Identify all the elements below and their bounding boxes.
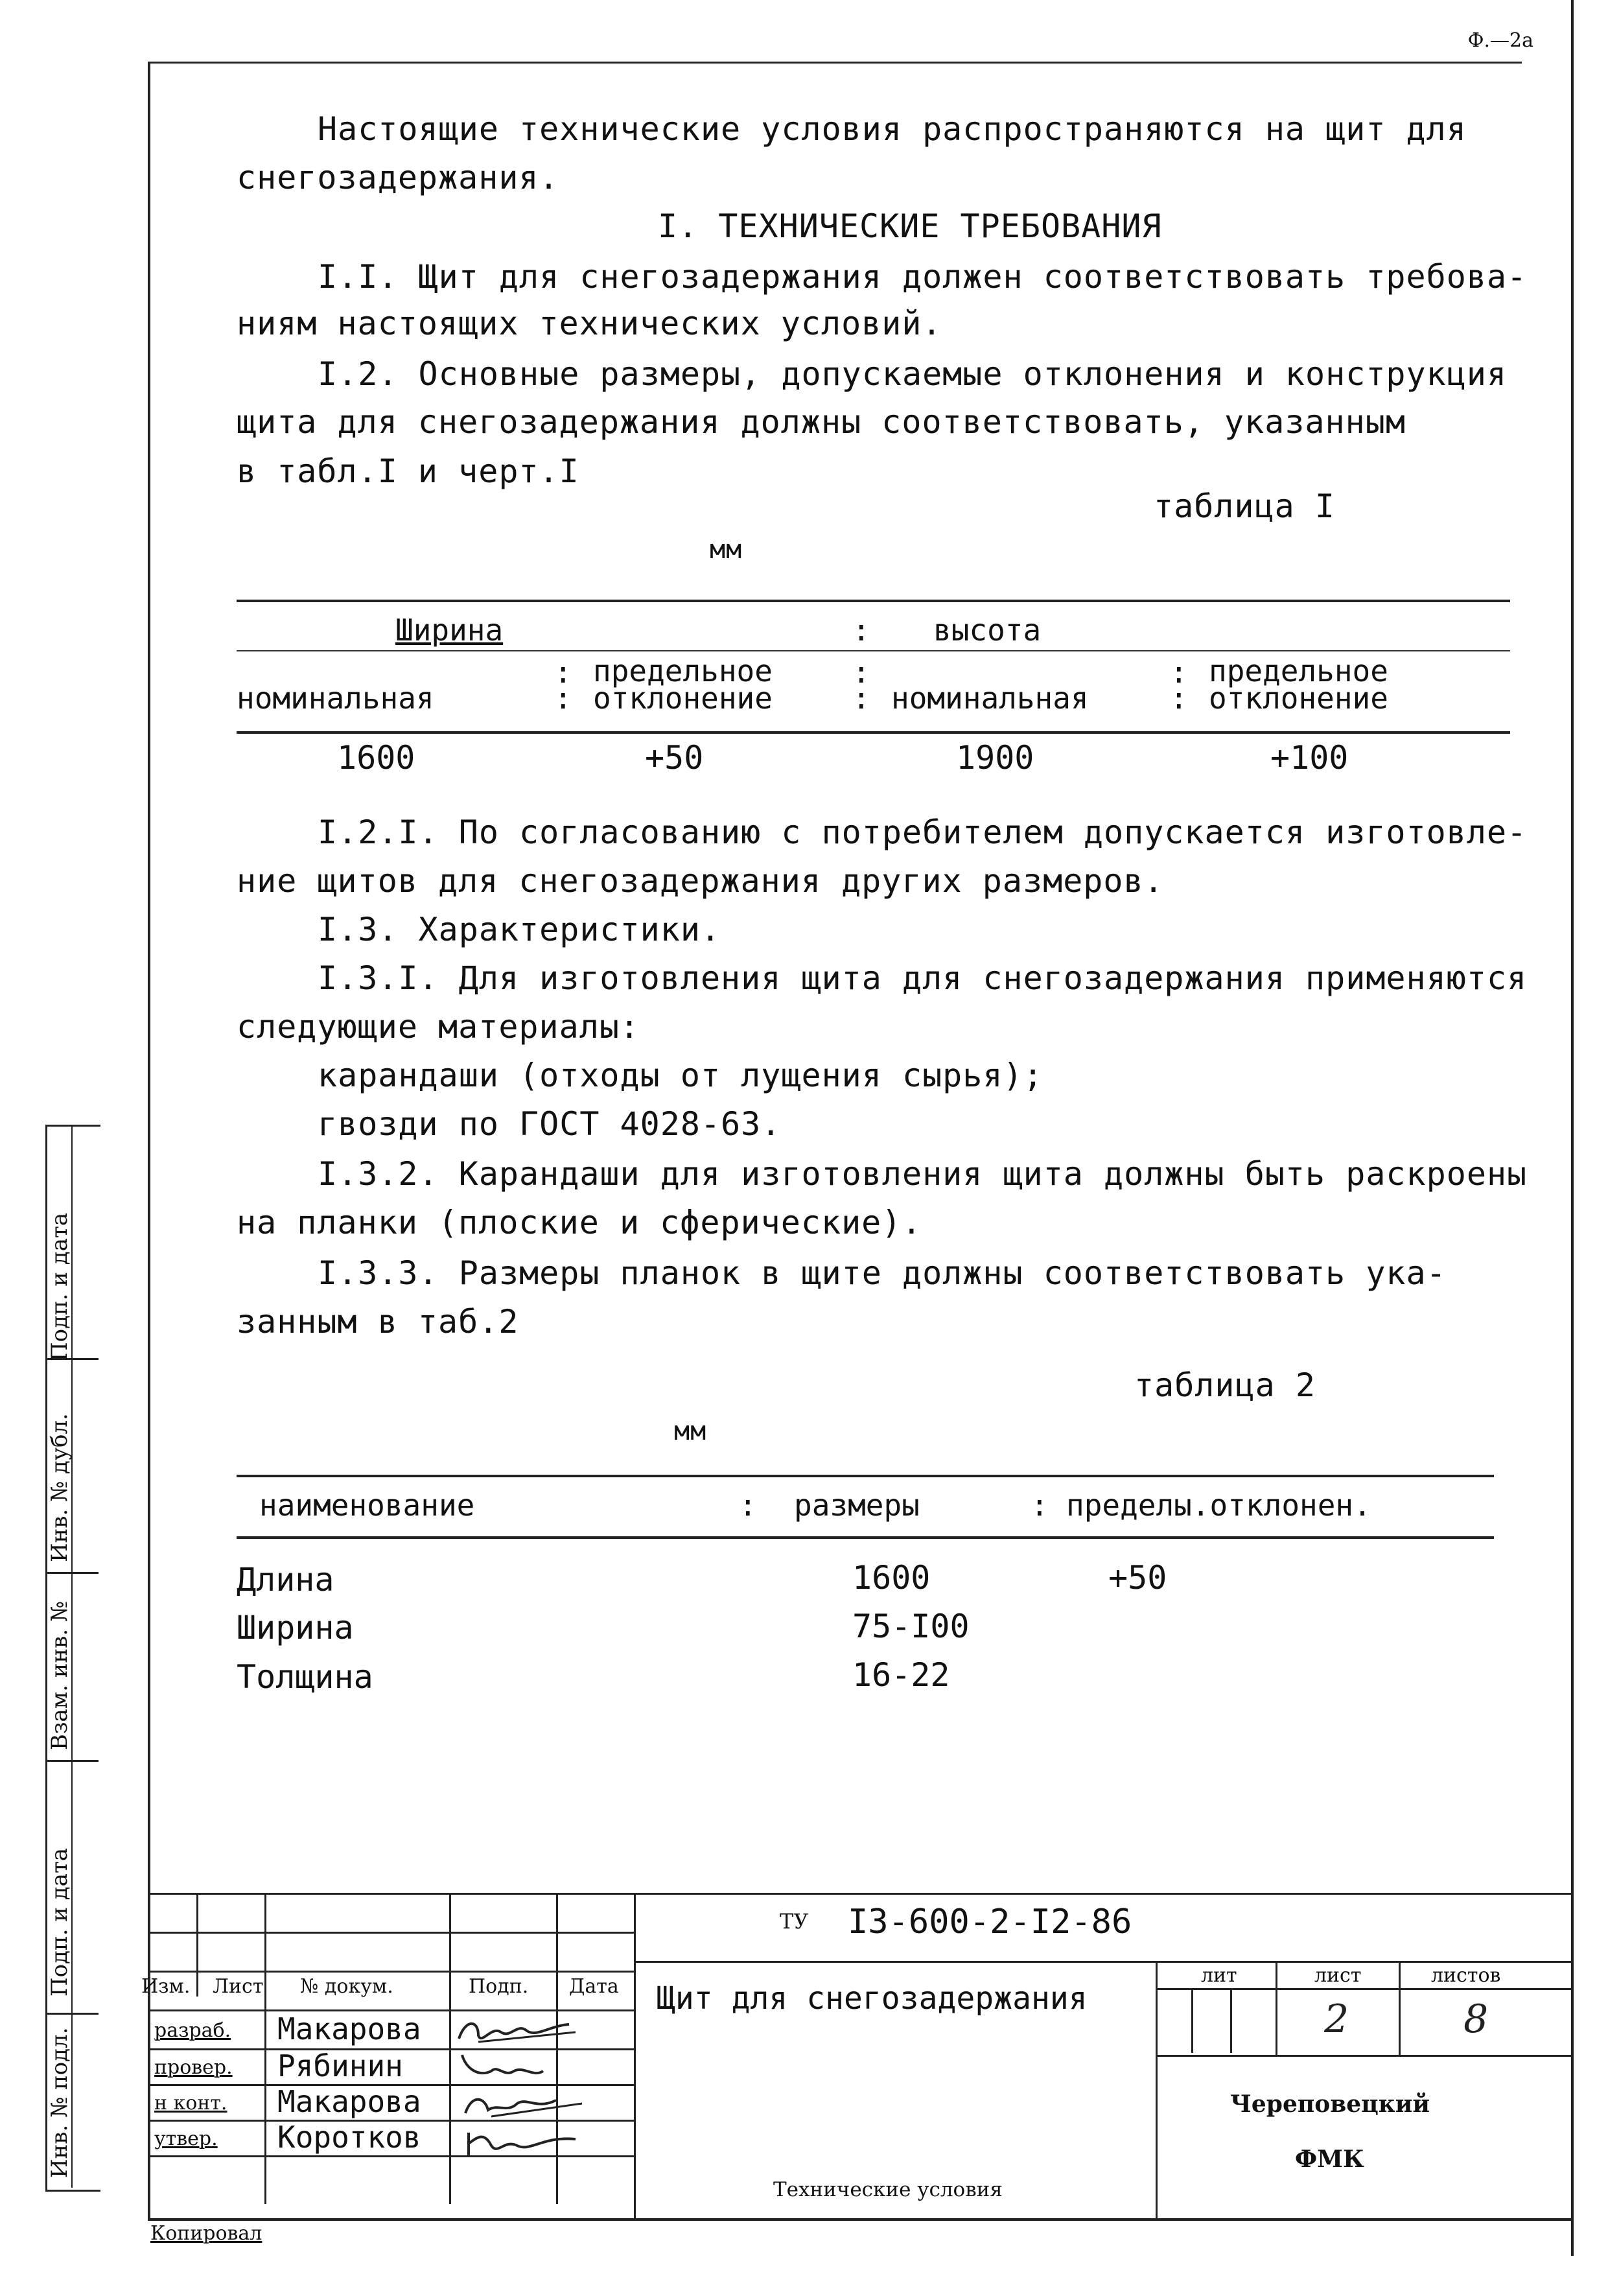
table1-unit: мм xyxy=(710,535,743,565)
table1-sep-2b: : xyxy=(852,681,870,716)
table1-sep-3b: : xyxy=(1170,681,1188,716)
tb-rule-1 xyxy=(148,1932,634,1934)
table1-sep-3a: : xyxy=(1170,655,1188,690)
tb-col-list: Лист xyxy=(213,1975,264,1998)
frame-bottom-border xyxy=(148,2218,1574,2221)
p1-3-1-line-3: карандаши (отходы от лущения сырья); xyxy=(318,1057,1043,1094)
tb-name-1: Макарова xyxy=(277,2011,421,2046)
tb-sheets-label: листов xyxy=(1431,1964,1501,1987)
table2-row-1-size: 1600 xyxy=(852,1559,931,1597)
table2-header-rule xyxy=(237,1536,1494,1539)
table1-header-rule xyxy=(237,731,1510,734)
p1-1-line-2: ниям настоящих технических условий. xyxy=(237,305,942,342)
table1-sep-2a: : xyxy=(852,655,870,690)
section-title: I. ТЕХНИЧЕСКИЕ ТРЕБОВАНИЯ xyxy=(658,207,1162,245)
side-label-2: Инв. № дубл. xyxy=(47,1413,73,1562)
table1-sep-1b: : xyxy=(554,681,572,716)
tb-sheet-number: 2 xyxy=(1324,1997,1349,2042)
tb-v-8 xyxy=(1399,1961,1401,2055)
table1-value-height-dev: +100 xyxy=(1270,739,1349,777)
tb-product-name: Щит для снегозадержания xyxy=(657,1980,1088,2017)
tb-col-izm: Изм. xyxy=(141,1975,191,1998)
frame-top-border xyxy=(148,62,1522,64)
tb-code-rule xyxy=(634,1961,1571,1963)
table2-unit: мм xyxy=(674,1416,707,1446)
p1-3-3-line-1: I.3.3. Размеры планок в щите должны соответствовать ука- xyxy=(318,1254,1447,1292)
tb-doc-code: I3-600-2-I2-86 xyxy=(848,1903,1132,1941)
p1-3-3-line-2: занным в таб.2 xyxy=(237,1303,519,1341)
table2-row-2-size: 75-I00 xyxy=(852,1608,970,1645)
table1-value-height: 1900 xyxy=(956,739,1034,777)
tb-name-3: Макарова xyxy=(277,2084,421,2119)
tb-rule-2 xyxy=(148,1971,634,1973)
intro-line-1: Настоящие технические условия распространяются на щит для xyxy=(318,110,1467,148)
side-label-3: Взам. инв. № xyxy=(47,1600,73,1750)
table1-group-rule xyxy=(237,650,1510,651)
table2-caption: таблица 2 xyxy=(1134,1366,1316,1404)
side-label-5: Инв. № подл. xyxy=(47,2027,73,2178)
tb-name-4: Коротков xyxy=(277,2120,421,2155)
tb-v-7 xyxy=(1276,1961,1277,2055)
tb-v-2 xyxy=(264,1893,266,2204)
p1-3-2-line-2: на планки (плоские и сферические). xyxy=(237,1204,922,1241)
tb-role-2: провер. xyxy=(154,2056,233,2079)
tb-col-sign: Подп. xyxy=(469,1975,529,1998)
table2-header-name: наименование xyxy=(259,1488,475,1523)
table2-row-1-dev: +50 xyxy=(1108,1559,1167,1597)
tb-role-3: н конт. xyxy=(154,2092,227,2114)
tb-v-10 xyxy=(1230,1988,1232,2053)
table2-row-1-name: Длина xyxy=(237,1561,334,1599)
p1-3-1-line-2: следующие материалы: xyxy=(237,1008,640,1046)
table1-group-width: Ширина xyxy=(395,613,504,648)
table1-col-dev-h-1: предельное xyxy=(1209,653,1388,688)
p1-2-line-1: I.2. Основные размеры, допускаемые отклонения и конструкция xyxy=(318,355,1508,393)
table2-row-3-size: 16-22 xyxy=(852,1656,950,1694)
table2-top-rule xyxy=(237,1475,1494,1477)
tb-top-rule xyxy=(148,1893,1571,1895)
tb-role-4: утвер. xyxy=(154,2127,218,2150)
tb-v-5 xyxy=(634,1893,636,2218)
tb-col-doc: № докум. xyxy=(300,1975,393,1998)
table1-group-height: высота xyxy=(933,613,1042,648)
tb-org-line-1: Череповецкий xyxy=(1230,2091,1430,2118)
frame-right-border xyxy=(1571,0,1574,2256)
table2-sep-2: : xyxy=(1031,1488,1049,1523)
tb-role-1: разраб. xyxy=(154,2019,231,2042)
footer-copied-label: Копировал xyxy=(150,2222,262,2245)
table2-sep-1: : xyxy=(739,1488,757,1523)
table1-group-sep: : xyxy=(852,613,870,648)
table1-top-rule xyxy=(237,600,1510,602)
side-label-1: Подп. и дата xyxy=(47,1212,73,1361)
table1-col-nominal-h: номинальная xyxy=(891,681,1089,716)
p1-1-line-1: I.I. Щит для снегозадержания должен соответствовать требова- xyxy=(318,258,1528,296)
tb-lit-label: лит xyxy=(1201,1964,1237,1987)
table1-col-nominal-w: номинальная xyxy=(237,681,434,716)
intro-line-2: снегозадержания. xyxy=(237,159,559,196)
table1-col-dev-w-1: предельное xyxy=(593,653,773,688)
table1-sep-1a: : xyxy=(554,655,572,690)
table2-row-2-name: Ширина xyxy=(237,1609,354,1646)
table1-value-width-dev: +50 xyxy=(645,739,704,777)
side-label-4: Подп. и дата xyxy=(47,1847,73,1997)
p1-3-heading: I.3. Характеристики. xyxy=(318,911,721,948)
table1-col-dev-h-2: отклонение xyxy=(1209,681,1388,716)
p1-2-1-line-2: ние щитов для снегозадержания других размеров. xyxy=(237,862,1164,900)
table1-value-width: 1600 xyxy=(337,739,415,777)
tb-org-rule xyxy=(1156,2055,1571,2057)
table1-col-dev-w-2: отклонение xyxy=(593,681,773,716)
form-code-label: Ф.—2а xyxy=(1467,29,1533,52)
tb-lit-rule xyxy=(1156,1988,1571,1990)
p1-2-line-3: в табл.I и черт.I xyxy=(237,452,579,490)
tb-org-line-2: ФМК xyxy=(1295,2146,1364,2173)
table2-row-3-name: Толщина xyxy=(237,1658,373,1696)
tb-v-6 xyxy=(1156,1961,1158,2218)
p1-2-1-line-1: I.2.I. По согласованию с потребителем допускается изготовле- xyxy=(318,814,1528,851)
tb-signatures xyxy=(452,2006,608,2162)
title-block xyxy=(141,1893,1571,2218)
tb-doc-type: Технические условия xyxy=(773,2178,1003,2201)
table2-header-dev: пределы.отклонен. xyxy=(1066,1488,1371,1523)
p1-3-1-line-1: I.3.I. Для изготовления щита для снегозадержания применяются xyxy=(318,959,1528,997)
tb-tu-prefix: ТУ xyxy=(780,1909,809,1934)
tb-v-1 xyxy=(196,1893,198,1997)
tb-sheet-label: лист xyxy=(1314,1964,1362,1987)
p1-3-1-line-4: гвозди по ГОСТ 4028-63. xyxy=(318,1105,782,1143)
tb-v-9 xyxy=(1191,1988,1193,2053)
table2-header-size: размеры xyxy=(794,1488,920,1523)
table1-caption: таблица I xyxy=(1154,487,1335,525)
tb-name-2: Рябинин xyxy=(277,2048,403,2083)
tb-col-date: Дата xyxy=(569,1975,619,1998)
p1-3-2-line-1: I.3.2. Карандаши для изготовления щита должны быть раскроены xyxy=(318,1155,1528,1193)
tb-sheets-total: 8 xyxy=(1463,1997,1489,2042)
tb-v-3 xyxy=(449,1893,451,2204)
p1-2-line-2: щита для снегозадержания должны соответствовать, указанным xyxy=(237,403,1406,441)
